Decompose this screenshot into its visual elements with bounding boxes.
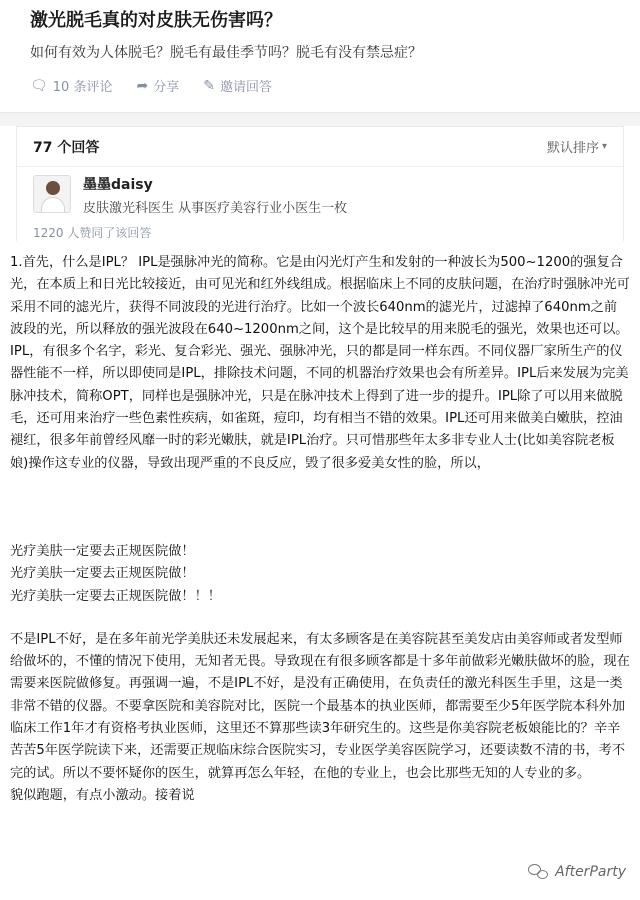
answer-content	[0, 252, 640, 807]
answers-count: 77 个回答	[33, 139, 100, 156]
section-divider	[0, 112, 640, 126]
spacer	[10, 475, 630, 541]
question-description: 如何有效为人体脱毛？脱毛有最佳季节吗？脱毛有没有禁忌症？	[30, 45, 422, 61]
spacer	[10, 608, 630, 629]
author-bio: 皮肤激光科医生 从事医疗美容行业小医生一枚	[83, 201, 348, 216]
sort-dropdown[interactable]	[547, 137, 607, 156]
watermark	[528, 864, 626, 880]
answer-paragraph-closing: 貌似跑题，有点小激动。接着说	[10, 787, 195, 803]
share-label: 分享	[153, 80, 180, 95]
invite-label: 邀请回答	[219, 80, 272, 95]
pencil-icon: ✎	[203, 77, 215, 94]
warning-line-2: 光疗美肤一定要去正规医院做！	[10, 566, 195, 582]
warning-line-1: 光疗美肤一定要去正规医院做！	[10, 543, 195, 559]
invite-answer-button[interactable]	[203, 76, 272, 95]
avatar[interactable]	[33, 175, 71, 213]
answers-header	[17, 127, 623, 167]
question-header	[0, 0, 640, 112]
answer-paragraph-explanation: 不是IPL不好，是在多年前光学美肤还未发展起来，有太多顾客是在美容院甚至美发店由美容师或者发型师给做坏的，不懂的情况下使用，无知者无畏。导致现在有很多顾客都是十多年前做彩光嫩肤做坏的脸，现在需要来医院做修复。再强调一遍，不是IPL不好，是没有正确使用，在负责任的激光科医生手里，这是一类非常不错的仪器。不要拿医院和美容院对比，医院一个最基本的执业医师，都需要至少5年医学院本科外加临床工作1年才有资格考执业医师，这里还不算那些读3年研究生的。这些是你美容院老板娘能比的？辛辛苦苦5年医学院读下来，还需要正规临床综合医院实习，专业医学美容医院学习，还要读数不清的书，考不完的试。所以不要怀疑你的医生，就算再怎么年轻，在他的专业上，也会比那些无知的人专业的多。	[10, 631, 630, 781]
answer-paragraph-ipl: 1.首先，什么是IPL？ IPL是强脉冲光的简称。它是由闪光灯产生和发射的一种波长为500~1200的强复合光，在本质上和日光比较接近，由可见光和红外线组成。根据临床上不同的皮肤问题，在治疗时强脉冲光可采用不同的滤光片，获得不同波段的光进行治疗。比如一个波长640nm的滤光片，过滤掉了640nm之前波段的光，所以释放的强光波段在640~1200nm之间，这个是比较早的用来脱毛的强光，效果也还可以。IPL，有很多个名字，彩光、复合彩光、强光、强脉冲光，只的都是同一样东西。不同仪器厂家所生产的仪器性能不一样，所以即使同是IPL，排除技术问题，不同的机器治疗效果也会有所差异。IPL后来发展为完美脉冲技术，简称OPT，同样也是强脉冲光，只是在脉冲技术上得到了进一步的提升。IPL除了可以用来做脱毛，还可用来治疗一些色素性疾病，如雀斑，痘印，均有相当不错的效果。IPL还可用来做美白嫩肤，控油褪红，很多年前曾经风靡一时的彩光嫩肤，就是IPL治疗。只可惜那些年太多非专业人士(比如美容院老板娘)操作这专业的仪器，导致出现严重的不良反应，毁了很多爱美女性的脸，所以，	[10, 255, 630, 471]
author-name[interactable]: 墨墨daisy	[83, 177, 153, 193]
avatar-head	[46, 181, 60, 195]
comments-label: 10 条评论	[52, 80, 113, 95]
answers-card	[16, 126, 624, 241]
share-button[interactable]	[136, 76, 179, 95]
warning-line-3: 光疗美肤一定要去正规医院做！！！	[10, 588, 221, 604]
comment-icon: 🗨	[30, 77, 48, 94]
watermark-text: AfterParty	[555, 864, 626, 880]
wechat-icon	[528, 864, 550, 880]
share-icon: ➦	[136, 77, 149, 94]
upvote-count: 1220 人赞同了该回答	[33, 226, 152, 240]
answer-author	[17, 167, 623, 225]
question-title[interactable]: 激光脱毛真的对皮肤无伤害吗？	[30, 10, 282, 31]
author-info	[83, 175, 347, 225]
comments-button[interactable]	[30, 76, 112, 95]
sort-label: 默认排序	[546, 141, 599, 156]
question-actions	[30, 76, 624, 95]
chevron-down-icon: ▾	[601, 141, 607, 152]
avatar-body	[41, 197, 65, 213]
